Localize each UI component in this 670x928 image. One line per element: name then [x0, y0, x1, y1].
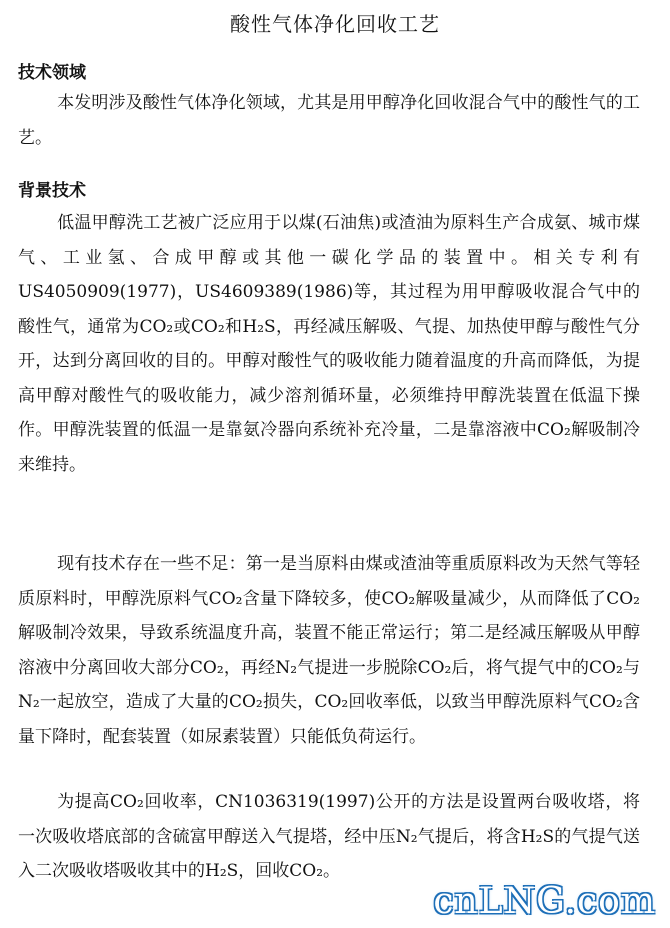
paragraph-background-3: 为提高CO₂回收率，CN1036319(1997)公开的方法是设置两台吸收塔，将一次吸收塔底部的含硫富甲醇送入气提塔，经中压N₂气提后，将含H₂S的气提气送入二次吸收塔吸收其中的H₂S，回收CO₂。 [18, 792, 640, 881]
watermark-logo: cnLNG.com [433, 881, 656, 922]
paragraph-technical-field: 本发明涉及酸性气体净化领域，尤其是用甲醇净化回收混合气中的酸性气的工艺。 [18, 93, 640, 148]
paragraph-background-1: 低温甲醇洗工艺被广泛应用于以煤(石油焦)或渣油为原料生产合成氨、城市煤气、工业氢、合成甲醇或其他一碳化学品的装置中。相关专利有US4050909(1977)，US4609389(1986)等，其过程为用甲醇吸收混合气中的酸性气，通常为CO₂或CO₂和H₂S，再经减压解吸、气提、加热使甲醇与酸性气分开，达到分离回收的目的。甲醇对酸性气的吸收能力随着温度的升高而降低，为提高甲醇对酸性气的吸收能力，减少溶剂循环量，必须维持甲醇洗装置在低温下操作。甲醇洗装置的低温一是靠氨冷器向系统补充冷量，二是靠溶液中CO₂解吸制冷来维持。 [18, 213, 640, 475]
section-heading-technical-field: 技术领域 [18, 63, 86, 83]
paragraph-background-2: 现有技术存在一些不足：第一是当原料由煤或渣油等重质原料改为天然气等轻质原料时，甲醇洗原料气CO₂含量下降较多，使CO₂解吸量减少，从而降低了CO₂解吸制冷效果，导致系统温度升高，装置不能正常运行；第二是经减压解吸从甲醇溶液中分离回收大部分CO₂，再经N₂气提进一步脱除CO₂后，将气提气中的CO₂与N₂一起放空，造成了大量的CO₂损失，CO₂回收率低，以致当甲醇洗原料气CO₂含量下降时，配套装置（如尿素装置）只能低负荷运行。 [18, 554, 640, 747]
section-heading-background: 背景技术 [18, 181, 86, 201]
document-title: 酸性气体净化回收工艺 [230, 12, 440, 36]
